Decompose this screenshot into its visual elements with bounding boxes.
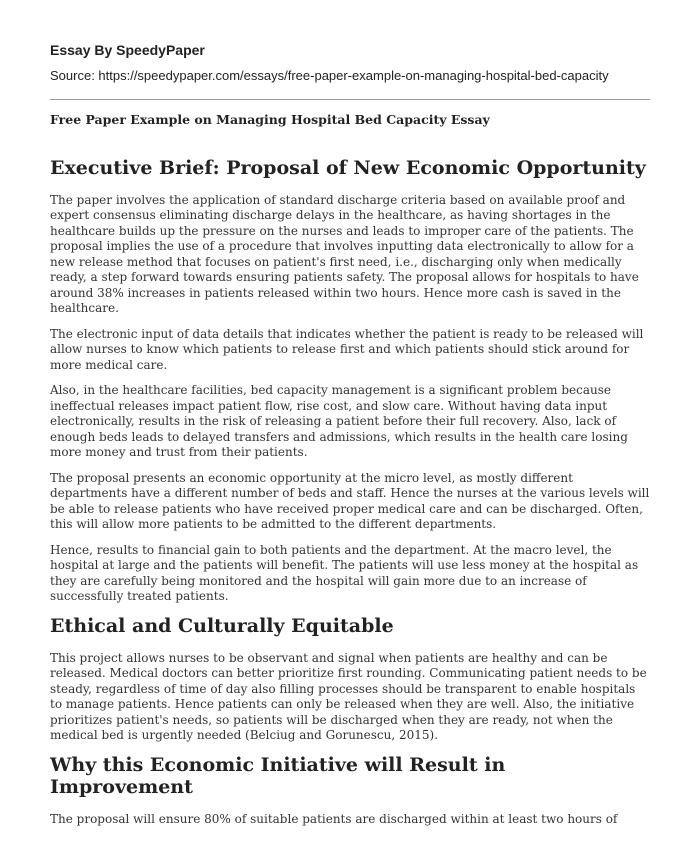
section-heading: Executive Brief: Proposal of New Economic Opportunity [50, 157, 646, 179]
section-heading: Ethical and Culturally Equitable [50, 614, 394, 637]
paragraph: The proposal will ensure 80% of suitable patients are discharged within at least two hours of [50, 812, 618, 827]
brand-name: Essay By SpeedyPaper [50, 42, 205, 58]
section-improvement [50, 754, 650, 828]
paragraph: Also, in the healthcare facilities, bed capacity management is a significant problem because ineffectual releases impact patient flow, rise cost, and slow care. Without having data input electronically, results in the risk of releasing a patient before their full recovery. Also, lack of enough beds leads to delayed transfers and admissions, which results in the health care losing more money and trust from their patients. [50, 383, 628, 460]
paragraph: Hence, results to financial gain to both patients and the department. At the macro level, the hospital at large and the patients will benefit. The patients will use less money at the hospital as they are carefully being monitored and the hospital will gain more due to an increase of successfully treated patients. [50, 542, 639, 604]
essay-title: Free Paper Example on Managing Hospital Bed Capacity Essay [50, 112, 490, 127]
header-divider [50, 99, 650, 100]
source-line: Source: https://speedypaper.com/essays/free-paper-example-on-managing-hospital-bed-capacity [50, 68, 609, 83]
paragraph: The electronic input of data details that indicates whether the patient is ready to be released will allow nurses to know which patients to release first and which patients should stick around for more medical care. [50, 326, 644, 372]
paragraph: This project allows nurses to be observant and signal when patients are healthy and can be released. Medical doctors can better prioritize first rounding. Communicating patient needs to be steady, regardless of time of day also filling processes should be transparent to enable hospitals to manage patients. Hence patients can only be released when they are well. Also, the initiative prioritizes patient's needs, so patients will be discharged when they are ready, not when the medical bed is urgently needed (Belciug and Gorunescu, 2015). [50, 650, 647, 743]
paragraph: The proposal presents an economic opportunity at the micro level, as mostly different departments have a different number of beds and staff. Hence the nurses at the various levels will be able to release patients who have received proper medical care and can be discharged. Often, this will allow more patients to be admitted to the different departments. [50, 470, 650, 532]
paragraph: The paper involves the application of standard discharge criteria based on available proof and expert consensus eliminating discharge delays in the healthcare, as having shortages in the healthcare builds up the pressure on the nurses and leads to improper care of the patients. The proposal implies the use of a procedure that involves inputting data electronically to allow for a new release method that focuses on patient's first need, i.e., discharging only when medically ready, a step forward towards ensuring patients safety. The proposal allows for hospitals to have around 38% increases in patients released within two hours. Hence more cash is saved in the healthcare. [50, 192, 639, 316]
section-executive-brief [50, 157, 650, 605]
section-ethical [50, 615, 650, 744]
section-heading: Why this Economic Initiative will Result in Improvement [50, 753, 506, 799]
